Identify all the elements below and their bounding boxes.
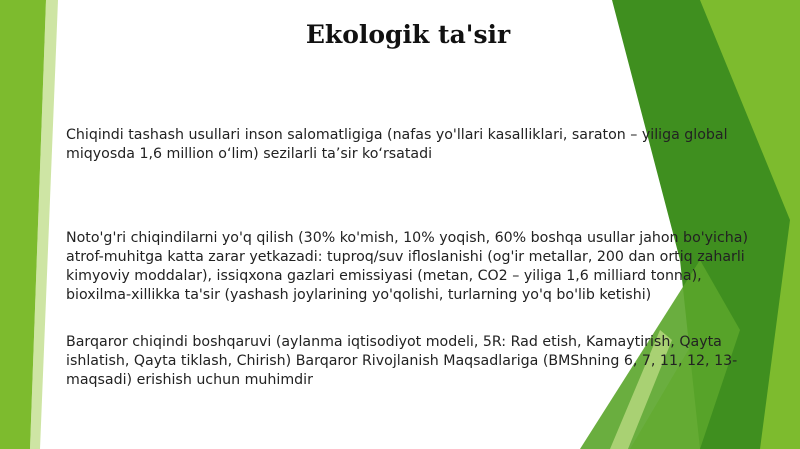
paragraph-environment-impact: Noto'g'ri chiqindilarni yo'q qilish (30% ko'mish, 10% yoqish, 60% boshqa usullar jahon bo'yicha) atrof-muhitga katta zarar yetkazadi: tuproq/suv ifloslanishi (og'ir metallar, 200 dan ortiq zaharli kimyoviy moddalar), issiqxona gazlari emissiyasi (metan, CO2 – yiliga 1,6 milliard tonna), bioxilma-xillikka ta'sir (yashash joylarining yo'qolishi, turlarning yo'q bo'lib ketishi) xyxy=(66,230,749,303)
slide-title: Ekologik ta'sir xyxy=(305,20,511,49)
paragraph-sustainable-management: Barqaror chiqindi boshqaruvi (aylanma iqtisodiyot modeli, 5R: Rad etish, Kamaytirish, Qayta ishlatish, Qayta tiklash, Chirish) Barqaror Rivojlanish Maqsadlariga (BMShning 6, 7, 11, 12, 13-maqsadi) erishish uchun muhimdir xyxy=(66,334,738,388)
paragraph-health-impact: Chiqindi tashash usullari inson salomatligiga (nafas yo'llari kasalliklari, saraton – yiliga global miqyosda 1,6 million o‘lim) sezilarli ta’sir ko‘rsatadi xyxy=(66,127,728,162)
